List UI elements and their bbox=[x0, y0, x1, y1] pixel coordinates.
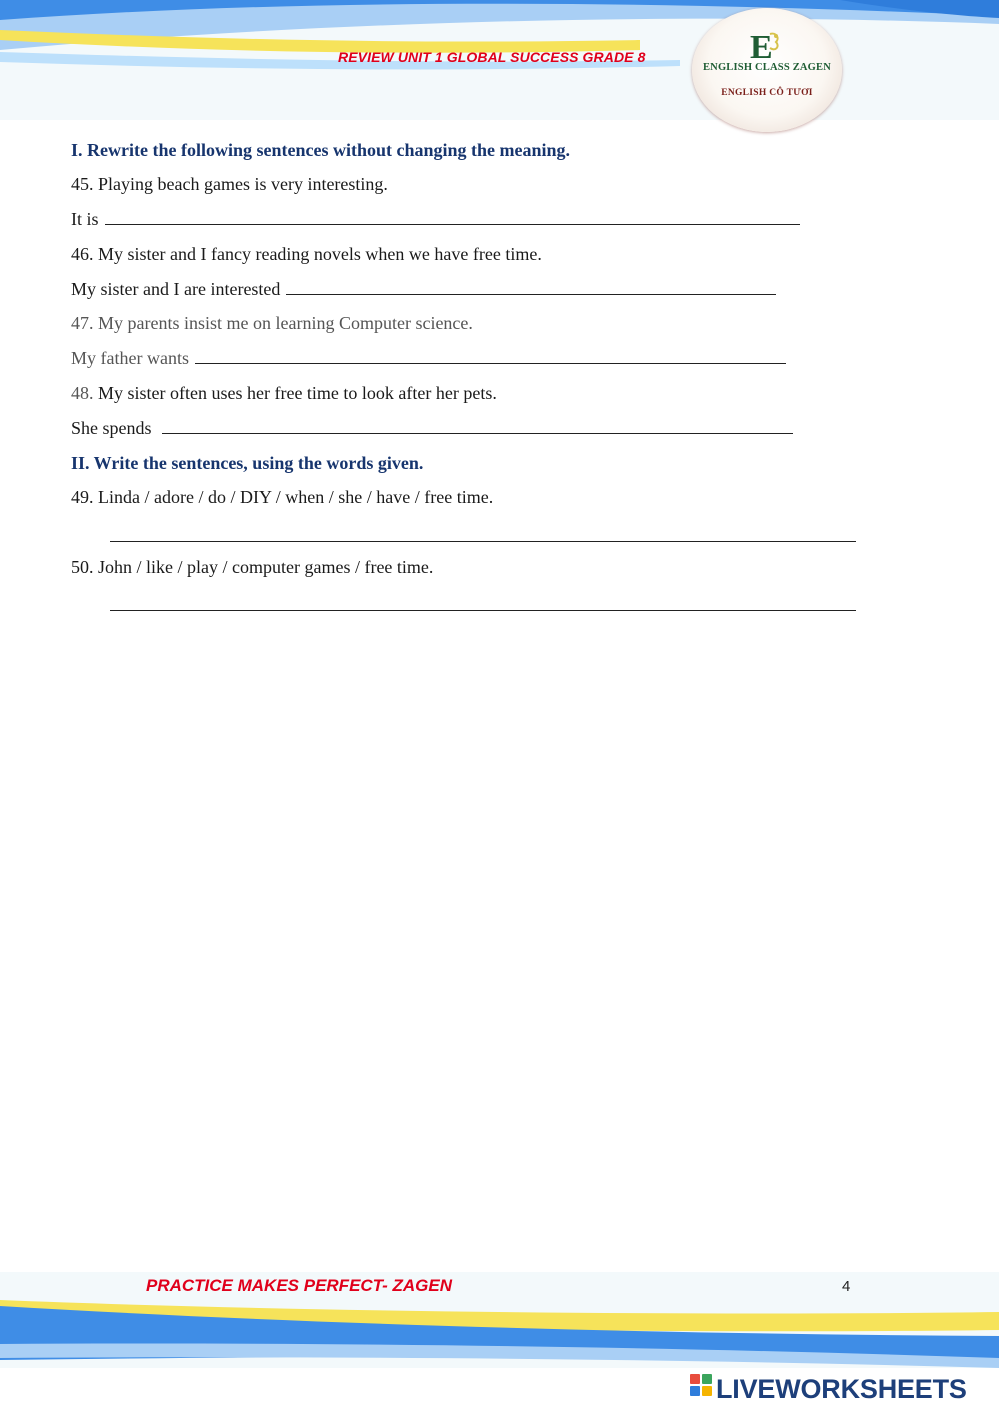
prompt-47: My father wants bbox=[71, 348, 189, 368]
section-2-heading: II. Write the sentences, using the words given. bbox=[71, 453, 424, 473]
question-46: 46. My sister and I fancy reading novels when we have free time. bbox=[71, 244, 542, 264]
worksheet-title: REVIEW UNIT 1 GLOBAL SUCCESS GRADE 8 bbox=[338, 49, 646, 65]
answer-blank-46[interactable] bbox=[286, 278, 776, 295]
liveworksheets-logo-icon bbox=[690, 1374, 712, 1396]
question-47: 47. My parents insist me on learning Computer science. bbox=[71, 313, 473, 333]
answer-blank-48[interactable] bbox=[162, 417, 793, 434]
page-number: 4 bbox=[842, 1278, 851, 1295]
question-48-number: 48. bbox=[71, 383, 94, 403]
page-header bbox=[0, 0, 999, 120]
question-48 bbox=[71, 381, 497, 405]
logo-school-name: ENGLISH CLASS ZAGEN bbox=[702, 62, 832, 73]
answer-line-49[interactable] bbox=[110, 541, 856, 542]
answer-row-48 bbox=[71, 416, 793, 440]
prompt-46: My sister and I are interested bbox=[71, 279, 281, 299]
answer-row-47 bbox=[71, 346, 786, 370]
question-48-text: My sister often uses her free time to look after her pets. bbox=[98, 383, 497, 403]
answer-line-50[interactable] bbox=[110, 610, 856, 611]
logo-tagline: ENGLISH CÔ TƯƠI bbox=[721, 88, 813, 98]
school-logo bbox=[692, 8, 842, 132]
question-49: 49. Linda / adore / do / DIY / when / she / have / free time. bbox=[71, 487, 494, 507]
answer-blank-47[interactable] bbox=[195, 347, 786, 364]
prompt-48: She spends bbox=[71, 418, 152, 438]
question-50: 50. John / like / play / computer games / free time. bbox=[71, 557, 434, 577]
logo-letter-e-icon bbox=[746, 28, 788, 62]
question-45: 45. Playing beach games is very interesting. bbox=[71, 174, 388, 194]
answer-row-46 bbox=[71, 277, 776, 301]
prompt-45: It is bbox=[71, 209, 99, 229]
page-footer bbox=[0, 1272, 999, 1413]
liveworksheets-wordmark: LIVEWORKSHEETS bbox=[716, 1374, 967, 1404]
footer-slogan: PRACTICE MAKES PERFECT- ZAGEN bbox=[146, 1276, 453, 1295]
section-1-heading: I. Rewrite the following sentences without changing the meaning. bbox=[71, 140, 570, 160]
answer-blank-45[interactable] bbox=[105, 208, 800, 225]
answer-row-45 bbox=[71, 207, 800, 231]
svg-text:E: E bbox=[750, 29, 773, 62]
